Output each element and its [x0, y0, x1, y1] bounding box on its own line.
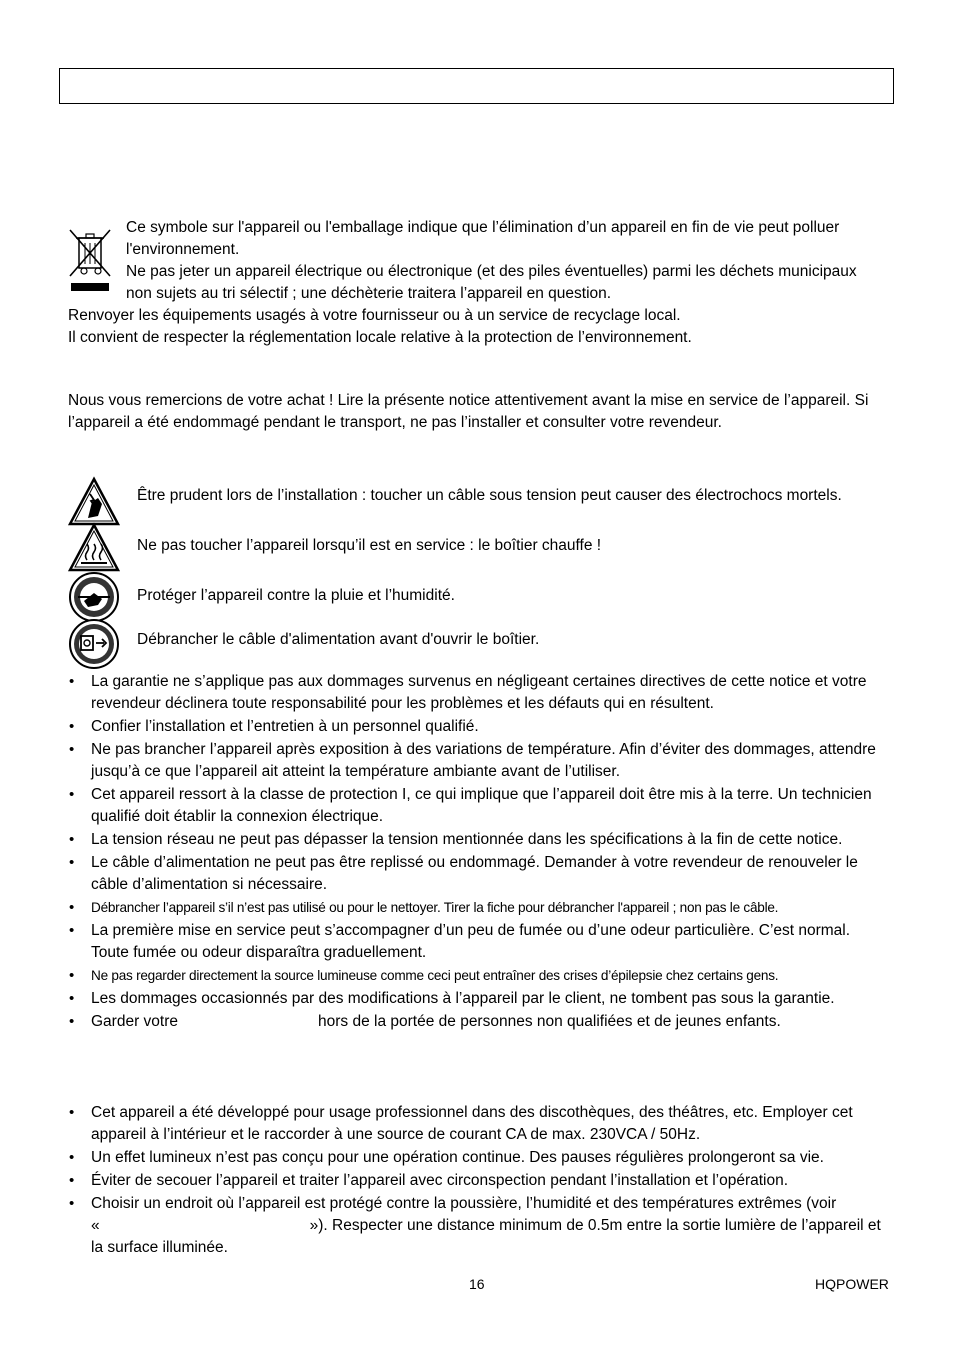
- list-item: • La tension réseau ne peut pas dépasser la tension mentionnée dans les spécifications à la fin de cette notice.: [68, 829, 890, 851]
- list-item: • Les dommages occasionnés par des modifications à l’appareil par le client, ne tombent pas sous la garantie.: [68, 988, 890, 1010]
- list-item: • Un effet lumineux n’est pas conçu pour une opération continue. Des pauses régulières prolongeront sa vie.: [68, 1147, 890, 1169]
- list-item-line-1: Choisir un endroit où l’appareil est protégé contre la poussière, l’humidité et des températures extrêmes (voir: [91, 1195, 837, 1212]
- list-item: • Débrancher l’appareil s’il n’est pas utilisé ou pour le nettoyer. Tirer la fiche pour débrancher l'appareil ; non pas le câble.: [68, 897, 890, 919]
- hot-surface-icon: [68, 522, 120, 574]
- page-number: 16: [469, 1276, 485, 1292]
- list-item: • Cet appareil ressort à la classe de protection I, ce qui implique que l’appareil doit être mis à la terre. Un technicien qualifié doit établir la connexion électrique.: [68, 784, 890, 828]
- weee-line-2: l'environnement.: [126, 241, 240, 258]
- list-item: [68, 1011, 890, 1033]
- safety-instructions-list: [68, 671, 890, 1034]
- unplug-before-opening-icon: [68, 618, 120, 670]
- list-item-text-end: hors de la portée de personnes non qualifiées et de jeunes enfants.: [318, 1013, 781, 1030]
- list-item: • La première mise en service peut s’accompagner d’un peu de fumée ou d’une odeur particulière. C’est normal. Toute fumée ou odeur disparaîtra graduellement.: [68, 920, 890, 964]
- weee-line-6: Il convient de respecter la réglementation locale relative à la protection de l’environnement.: [68, 329, 692, 346]
- list-item: • Ne pas regarder directement la source lumineuse comme ceci peut entraîner des crises d’épilepsie chez certains gens.: [68, 965, 890, 987]
- warning-text-2: Ne pas toucher l’appareil lorsqu’il est en service : le boîtier chauffe !: [137, 537, 602, 554]
- warning-text-4: Débrancher le câble d'alimentation avant d'ouvrir le boîtier.: [137, 631, 540, 648]
- open-quote: «: [91, 1217, 100, 1234]
- list-item-line-3: la surface illuminée.: [91, 1239, 228, 1256]
- list-item: • Ne pas brancher l’appareil après exposition à des variations de température. Afin d’éviter des dommages, attendre jusqu’à ce que l’appareil ait atteint la température ambiante avant de l’utiliser.: [68, 739, 890, 783]
- intro-paragraph: Nous vous remercions de votre achat ! Lire la présente notice attentivement avant la mise en service de l’appareil. Si l’appareil a été endommagé pendant le transport, ne pas l’installer et consulter votre revendeur.: [68, 392, 869, 431]
- list-item: [68, 1193, 890, 1259]
- indoor-use-only-icon: [68, 571, 120, 623]
- section-title-box: [59, 68, 894, 104]
- electric-shock-icon: [68, 476, 120, 528]
- warning-text-3: Protéger l’appareil contre la pluie et l’humidité.: [137, 587, 455, 604]
- list-item: • Le câble d’alimentation ne peut pas être replissé ou endommagé. Demander à votre revendeur de renouveler le câble d’alimentation si nécessaire.: [68, 852, 890, 896]
- weee-line-4: non sujets au tri sélectif ; une déchèterie traitera l’appareil en question.: [126, 285, 612, 302]
- list-item: • La garantie ne s’applique pas aux dommages survenus en négligeant certaines directives de cette notice et votre revendeur déclinera toute responsabilité pour les problèmes et les défauts qui en résultent.: [68, 671, 890, 715]
- usage-guidelines-list: [68, 1102, 890, 1260]
- list-item: • Confier l’installation et l’entretien à un personnel qualifié.: [68, 716, 890, 738]
- list-item-line-2: »). Respecter une distance minimum de 0.5m entre la sortie lumière de l’appareil et: [309, 1217, 881, 1234]
- weee-bin-icon: [66, 226, 114, 292]
- list-item-text-start: Garder votre: [91, 1013, 179, 1030]
- weee-line-3: Ne pas jeter un appareil électrique ou électronique (et des piles éventuelles) parmi les déchets municipaux: [126, 263, 857, 280]
- warning-text-1: Être prudent lors de l’installation : toucher un câble sous tension peut causer des électrochocs mortels.: [137, 487, 842, 504]
- footer-brand: HQPOWER: [815, 1276, 889, 1292]
- list-item: • Cet appareil a été développé pour usage professionnel dans des discothèques, des théâtres, etc. Employer cet appareil à l’intérieur et le raccorder à une source de courant CA de max. 230VCA / 50Hz.: [68, 1102, 890, 1146]
- weee-line-5: Renvoyer les équipements usagés à votre fournisseur ou à un service de recyclage local.: [68, 307, 681, 324]
- weee-line-1: Ce symbole sur l'appareil ou l'emballage indique que l’élimination d’un appareil en fin de vie peut polluer: [126, 219, 840, 236]
- list-item: • Éviter de secouer l’appareil et traiter l’appareil avec circonspection pendant l’installation et l’opération.: [68, 1170, 890, 1192]
